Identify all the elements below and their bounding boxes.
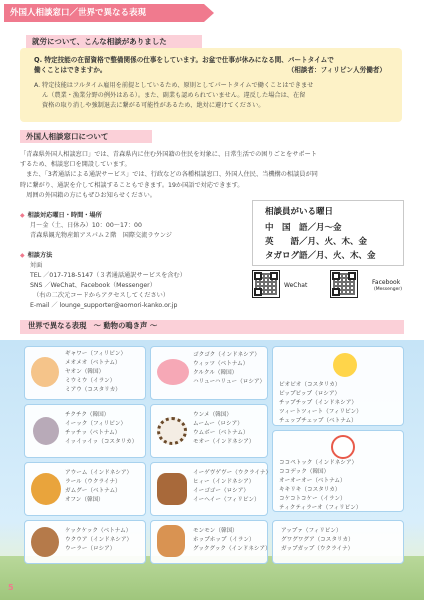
method-label: 相談方法 bbox=[27, 252, 53, 259]
hours-info bbox=[20, 211, 260, 241]
facebook-qr-code[interactable] bbox=[330, 270, 358, 298]
animal-section-bar bbox=[20, 320, 404, 334]
answer-line: ん（農業・漁業分野の例外はある）。また、副業も認められていません。違反した場合は、在留 bbox=[42, 92, 306, 99]
card-duck bbox=[272, 520, 404, 564]
method-sns: SNS ／WeChat、Facebook（Messenger） bbox=[30, 282, 156, 289]
diamond-bullet-icon: ◆ bbox=[20, 212, 25, 219]
intro-text bbox=[20, 150, 404, 201]
card-rooster bbox=[272, 430, 404, 512]
intro-line: 「青森県外国人相談窓口」では、青森県内に住む外国籍の住民を対象に、日常生活での困りごとをサポート bbox=[20, 151, 317, 158]
chick-icon bbox=[333, 353, 357, 377]
card-text: ピオピオ（コスタリカ） ピップピップ（ロシア） チップチップ（インドネシア） ツィートツィート（フィリピン） チェップチェップ（ベトナム） bbox=[279, 382, 362, 424]
staff-day-english: 英 語／月、火、木、金 bbox=[265, 237, 368, 247]
mouse-icon bbox=[33, 417, 59, 445]
hours-label: 相談対応曜日・時間・場所 bbox=[27, 212, 102, 219]
qa-note-box bbox=[20, 48, 402, 122]
section-heading-consultation: 外国人相談窓口について bbox=[20, 130, 152, 143]
diamond-bullet-icon: ◆ bbox=[20, 252, 25, 259]
pig-icon bbox=[157, 359, 189, 385]
answer-text bbox=[34, 81, 392, 111]
intro-line: するため、相談窓口を開設しています。 bbox=[20, 161, 131, 169]
question-text bbox=[34, 55, 392, 75]
card-monkey bbox=[24, 520, 146, 564]
method-line: 対面 bbox=[30, 262, 43, 269]
staff-days-box bbox=[252, 200, 404, 266]
question-line: 働くことはできますか。 bbox=[34, 66, 107, 74]
question-source: （相談者：フィリピン人労働者） bbox=[287, 66, 386, 74]
card-text: ギャワー（フィリピン） メオメオ（ベトナム） ヤオン（韓国） ミウミウ（イラン） ミアウ（コスタリカ） bbox=[65, 351, 127, 393]
animal-section-title: 世界で異なる表現 ～ 動物の鳴き声 ～ bbox=[28, 321, 158, 330]
page-number: 5 bbox=[8, 583, 14, 592]
staff-day-tagalog: タガログ語／月、火、木、金 bbox=[265, 251, 376, 261]
card-text: ウンメ（韓国） ムームー（ロシア） ウムボー（ベトナム） モオー（インドネシア） bbox=[193, 412, 255, 445]
method-info bbox=[20, 251, 260, 311]
card-cat bbox=[24, 346, 146, 400]
monkey-icon bbox=[31, 527, 59, 557]
lion-icon bbox=[31, 473, 61, 505]
animal-sounds-area bbox=[0, 340, 424, 600]
card-cow bbox=[150, 404, 268, 458]
method-email[interactable]: E-mail ／ lounge_supporter@aomori-kanko.or.jp bbox=[30, 302, 178, 309]
card-mouse bbox=[24, 404, 146, 458]
method-phone[interactable]: TEL ／017-718-5147（３者通話通訳サービスを含む） bbox=[30, 272, 186, 279]
card-dog bbox=[150, 520, 271, 564]
wechat-qr-code[interactable] bbox=[252, 270, 280, 298]
card-text: ケックケック（ベトナム） ウクウア（インドネシア） ウーラー（ロシア） bbox=[65, 528, 133, 552]
answer-line: 資格の取り消しや強制退去に繋がる可能性があるため、絶対に避けてください。 bbox=[42, 102, 265, 109]
answer-line: A. 特定技能はフルタイム雇用を前提としているため、原則としてパートタイムで働くことはできませ bbox=[34, 82, 314, 89]
question-line: Q. 特定技能の在留資格で整備関係の仕事をしています。お盆で仕事が休みになる間、パートタイムで bbox=[34, 56, 334, 64]
page-title: 外国人相談窓口／世界で異なる表現 bbox=[4, 4, 204, 22]
facebook-sublabel: (Messenger) bbox=[374, 287, 402, 292]
cat-icon bbox=[31, 357, 59, 387]
intro-line: 時に繋がり、通訳を介して相談することもできます。19か国語で対応できます。 bbox=[20, 181, 244, 189]
card-text: アウーム（インドネシア） ラール（ウクライナ） ガムグー（ベトナム） オフン（韓国） bbox=[65, 470, 133, 503]
dog-icon bbox=[157, 525, 185, 557]
card-text: ココペトック（インドネシア） ココデック（韓国） オーオーオー（ベトナム） キキリキ（コスタリカ） コケコトコケー（イラン） ティクティラーオ（フィリピン） bbox=[279, 460, 362, 511]
intro-line: また、「3者通話による通訳サービス」では、行政などの各種相談窓口、外国人住民、当機構の相談員が同 bbox=[20, 171, 318, 179]
card-lion bbox=[24, 462, 146, 516]
card-chick bbox=[272, 346, 404, 426]
staff-day-chinese: 中 国 語／月～金 bbox=[265, 223, 342, 233]
facebook-label: Facebook bbox=[372, 279, 401, 286]
staff-days-title: 相談員がいる曜日 bbox=[265, 207, 334, 217]
card-text: チクチク（韓国） イーック（フィリピン） チッチッ（ベトナム） イッイッイッ（コスタリカ） bbox=[65, 412, 138, 445]
card-text: イーゲヴゲヴー（ウクライナ） ヒィー（インドネシア） イーゴゴー（ロシア） イーヘイー（フィリピン） bbox=[193, 470, 272, 503]
intro-line: 周囲の外国籍の方にもぜひお知らせください。 bbox=[20, 191, 156, 199]
cow-icon bbox=[157, 417, 187, 445]
card-text: モンモン（韓国） ホップホップ（イラン） グックグック（インドネシア） bbox=[193, 528, 271, 552]
section-heading-employment: 就労について、こんな相談がありました bbox=[26, 35, 202, 48]
hours-time: 月～金（土、日休み）10：00～17：00 bbox=[30, 222, 142, 229]
horse-icon bbox=[157, 473, 187, 505]
card-pig bbox=[150, 346, 268, 400]
wechat-label: WeChat bbox=[284, 282, 308, 289]
hours-place: 青森県観光物産館アスパム２階 国際交流ラウンジ bbox=[30, 232, 172, 239]
method-line: （右の二次元コードからアクセスしてください） bbox=[30, 292, 170, 299]
card-text: アップァ（フィリピン） グワグワグア（コスタリカ） ガップガップ（ウクライナ） bbox=[281, 528, 354, 552]
rooster-icon bbox=[331, 435, 355, 459]
card-horse bbox=[150, 462, 272, 516]
card-text: ゴクゴク（インドネシア） ウィッツ（ベトナム） クルクル（韓国） ハリューハリュー（ロシア） bbox=[193, 352, 266, 385]
